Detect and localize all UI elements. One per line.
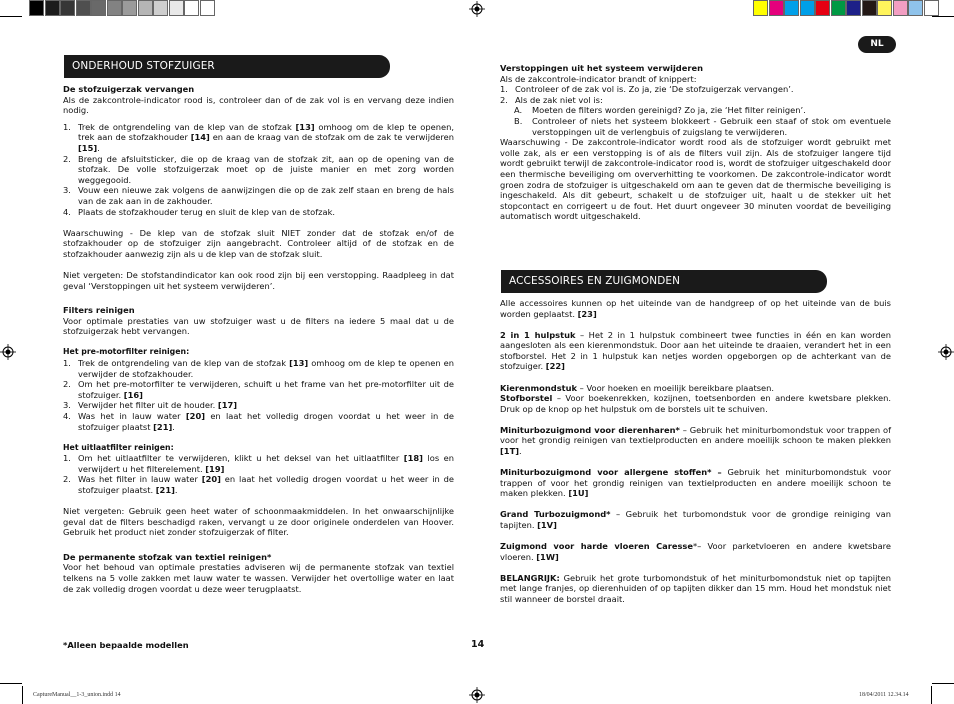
- list-number: 1.: [63, 453, 71, 464]
- list-number: 1.: [500, 84, 508, 95]
- pre-filter-steps: [63, 358, 454, 432]
- color-swatch: [924, 0, 939, 16]
- list-text: Vouw een nieuwe zak volgens de aanwijzingen die op de zak zelf staan en breng de hals van de zak aan in de zakhouder.: [78, 185, 454, 206]
- color-swatch: [877, 0, 892, 16]
- list-number: A.: [514, 105, 523, 116]
- list-text: Om het pre-motorfilter te verwijderen, schuift u het frame van het pre-motorfilter uit de stofzuiger. [16]: [78, 379, 454, 400]
- slug-filename: CaptureManual__1-3_union.indd 14: [33, 692, 121, 698]
- list-number: 2.: [63, 379, 71, 390]
- list-text: Controleer of niets het systeem blokkeert - Gebruik een staaf of stok om eventuele verstoppingen uit de verlengbuis of zuigslang te verwijderen.: [532, 115, 891, 137]
- crop-mark: [932, 16, 954, 17]
- color-swatch: [107, 0, 122, 16]
- accessory-paragraph: Grand Turbozuigmond* – Gebruik het turbomondstuk voor de grondige reiniging van tapijten. [1V]: [500, 509, 892, 530]
- color-swatch: [784, 0, 799, 16]
- accessory-paragraph: Miniturbozuigmond voor dierenharen* – Gebruik het miniturbomondstuk voor trappen of voor het grondig reinigen van textielproducten en andere moeilijk schoon te maken plekken [1T].: [500, 424, 891, 457]
- list-text: Was het filter in lauw water [20] en laat het volledig drogen voordat u het weer in de stofzuiger plaatst. [21].: [78, 474, 454, 495]
- color-swatch: [91, 0, 106, 16]
- color-swatch: [800, 0, 815, 16]
- blockages-warning: Waarschuwing - De zakcontrole-indicator wordt rood als de stofzuiger wordt gebruikt met volle zak, als er een verstopping is of als de filters vuil zijn. Als de stofzuiger langere tijd wordt gebruikt terwijl de zakcontrole-indicator rood is, wordt de stofzuiger uitgeschakeld door een thermische beveiliging om oververhitting te voorkomen. De zakcontrole-indicator wordt groen zodra de stofzuiger is uitgeschakeld om aan te geven dat de thermische beveiliging is ingeschakeld. Als dit gebeurt, schakelt u de stofzuiger uit, haalt u de stekker uit het stopcontact en corrigeert u de fout. Het duurt ongeveer 30 minuten voordat de beveiliging automatisch wordt uitgeschakeld.: [500, 137, 891, 222]
- color-swatch: [831, 0, 846, 16]
- left-column: [63, 84, 454, 594]
- replace-bag-steps: [63, 122, 454, 217]
- crop-mark: [0, 683, 22, 684]
- filters-intro: Voor optimale prestaties van uw stofzuiger wast u de filters na iedere 5 maal dat u de stofzuigerzak hebt vervangen.: [63, 315, 454, 337]
- exhaust-filter-steps: [63, 453, 454, 495]
- list-number: 3.: [63, 400, 71, 411]
- list-text: Als de zak niet vol is:: [515, 94, 603, 105]
- list-item: [63, 207, 454, 218]
- color-swatch: [60, 0, 75, 16]
- list-text: Om het uitlaatfilter te verwijderen, klikt u het deksel van het uitlaatfilter [18] los en verwijdert u het filterelement. [19]: [78, 453, 455, 474]
- bag-reminder: Niet vergeten: De stofstandindicator kan ook rood zijn bij een verstopping. Raadpleeg in dat geval ‘Verstoppingen uit het systeem verwijderen’.: [63, 269, 454, 291]
- list-number: 4.: [63, 410, 71, 421]
- color-swatch: [184, 0, 199, 16]
- section-header-maintenance: ONDERHOUD STOFZUIGER: [64, 55, 390, 78]
- color-swatch: [753, 0, 768, 16]
- color-swatch: [122, 0, 137, 16]
- list-item: [63, 400, 454, 411]
- list-number: 1.: [63, 121, 71, 132]
- blockages-title: Verstoppingen uit het systeem verwijderen: [500, 63, 703, 73]
- registration-mark-icon: [0, 344, 16, 360]
- accessory-paragraph: Kierenmondstuk – Voor hoeken en moeilijk bereikbare plaatsen. Stofborstel – Voor boekenrekken, kozijnen, toetsenborden en andere kwetsbare plekken. Druk op de knop op het hulpstuk om de borstels uit te schuiven.: [500, 382, 891, 414]
- list-text: Verwijder het filter uit de houder. [17]: [78, 400, 238, 411]
- list-text: Plaats de stofzakhouder terug en sluit de klep van de stofzak.: [78, 206, 336, 217]
- replace-bag-title: De stofzuigerzak vervangen: [63, 84, 195, 94]
- list-item: [63, 122, 454, 154]
- list-item: [63, 185, 454, 206]
- slug-date: 18/04/2011 12.34.14: [859, 692, 909, 698]
- color-swatch: [846, 0, 861, 16]
- crop-mark: [931, 686, 932, 704]
- color-swatch: [45, 0, 60, 16]
- list-item: [63, 453, 454, 474]
- color-swatch: [138, 0, 153, 16]
- section-header-accessories: ACCESSOIRES EN ZUIGMONDEN: [501, 270, 827, 293]
- filters-note: Niet vergeten: Gebruik geen heet water of schoonmaakmiddelen. In het onwaarschijnlijke geval dat de filters beschadigd raken, vervangt u ze door originele onderdelen van Hoover. Gebruik het product niet zonder stofzuigerzak of filter.: [63, 506, 454, 538]
- list-item: [500, 84, 891, 95]
- registration-mark-icon: [469, 1, 485, 17]
- list-text: Controleer of de zak vol is. Zo ja, zie ‘De stofzuigerzak vervangen’.: [515, 84, 794, 95]
- color-swatch: [200, 0, 215, 16]
- language-badge: NL: [858, 36, 896, 53]
- pre-filter-title: Het pre-motorfilter reinigen:: [63, 347, 190, 357]
- crop-mark: [0, 16, 22, 17]
- exhaust-filter-title: Het uitlaatfilter reinigen:: [63, 442, 174, 452]
- list-text: Breng de afsluitsticker, die op de kraag van de stofzak zit, aan op de opening van de stofzak. De volle stofzuigerzak moet op de juiste manier en met zorg worden weggegooid.: [78, 153, 454, 185]
- accessory-paragraph: Zuigmond voor harde vloeren Caresse*– Voor parketvloeren en andere kwetsbare vloeren. [1W]: [500, 541, 891, 562]
- color-swatch: [76, 0, 91, 16]
- color-swatch: [815, 0, 830, 16]
- sub-list-item: [500, 116, 891, 137]
- color-swatch: [769, 0, 784, 16]
- list-number: 2.: [500, 94, 508, 105]
- list-number: B.: [514, 115, 523, 126]
- accessory-paragraph: 2 in 1 hulpstuk – Het 2 in 1 hulpstuk combineert twee functies in één en kan worden aangesloten als een kierenmondstuk. Door aan het uiteinde te draaien, verandert het in een stofborstel. Het 2 in 1 hulpstuk kan netjes worden opgeborgen op de achterkant van de stofzuiger. [22]: [500, 329, 891, 372]
- list-text: Was het in lauw water [20] en laat het volledig drogen voordat u het weer in de stofzuiger plaatst [21].: [78, 410, 454, 432]
- permanent-bag-text: Voor het behoud van optimale prestaties adviseren wij de permanente stofzak van textiel telkens na 5 volle zakken met lauw water te wassen. Verwijder het overtollige water en laat de zak volledig drogen voordat u deze weer terugplaatst.: [63, 562, 454, 594]
- registration-mark-icon: [469, 687, 485, 703]
- color-swatch: [29, 0, 44, 16]
- list-item: [63, 379, 454, 400]
- list-number: 3.: [63, 185, 71, 196]
- accessory-paragraph: BELANGRIJK: Gebruik het grote turbomondstuk of het miniturbomondstuk niet op tapijten met lange franjes, op dierenhuiden of op tapijten dikker dan 15 mm. Houd het mondstuk niet stil wanneer de borstel draait.: [500, 572, 891, 604]
- bag-warning: Waarschuwing - De klep van de stofzak sluit NIET zonder dat de stofzak en/of de stofzakhouder op de stofzuiger zijn aangebracht. Controleer altijd of de stofzak en de stofzakhouder aanwezig zijn als u de klep van de stofzak sluit.: [63, 227, 454, 259]
- blockages-intro: Als de zakcontrole-indicator brandt of knippert:: [500, 73, 697, 84]
- right-column-accessories: [500, 298, 891, 605]
- crop-mark: [22, 686, 23, 704]
- page-number: 14: [471, 639, 485, 650]
- list-text: Trek de ontgrendeling van de klep van de stofzak [13] omhoog om de klep te openen, trek aan de stofzakhouder [14] en aan de kraag van de stofzak om de zak te verwijderen [15].: [78, 121, 455, 153]
- color-swatch: [169, 0, 184, 16]
- registration-mark-icon: [938, 344, 954, 360]
- color-swatch: [862, 0, 877, 16]
- list-item: [63, 154, 454, 186]
- list-number: 2.: [63, 153, 71, 164]
- accessory-paragraph: Miniturbozuigmond voor allergene stoffen* – Gebruik het miniturbomondstuk voor trappen of voor het grondig reinigen van textielproducten en andere moeilijk schoon te maken plekken. [1U]: [500, 467, 891, 499]
- list-text: Trek de ontgrendeling van de klep van de stofzak [13] omhoog om de klep te openen en verwijder de stofzakhouder.: [78, 357, 454, 379]
- list-number: 4.: [63, 206, 71, 217]
- permanent-bag-title: De permanente stofzak van textiel reinigen*: [63, 551, 272, 562]
- list-item: [500, 95, 891, 106]
- list-item: [63, 411, 454, 432]
- list-text: Moeten de filters worden gereinigd? Zo ja, zie ‘Het filter reinigen’.: [532, 105, 806, 116]
- color-swatch: [153, 0, 168, 16]
- filters-title: Filters reinigen: [63, 305, 135, 316]
- crop-mark: [932, 683, 954, 684]
- color-swatch: [908, 0, 923, 16]
- list-number: 2.: [63, 474, 71, 485]
- blockages-items: [500, 84, 891, 137]
- list-item: [63, 474, 454, 495]
- list-number: 1.: [63, 357, 71, 368]
- footnote: *Alleen bepaalde modellen: [63, 640, 189, 650]
- accessory-paragraph: Alle accessoires kunnen op het uiteinde van de handgreep of op het uiteinde van de buis worden geplaatst. [23]: [500, 298, 891, 319]
- replace-bag-intro: Als de zakcontrole-indicator rood is, controleer dan of de zak vol is en vervang deze indien nodig.: [63, 94, 454, 116]
- right-column-blockages: [500, 63, 891, 222]
- sub-list-item: [500, 105, 891, 116]
- color-swatch: [893, 0, 908, 16]
- list-item: [63, 358, 454, 379]
